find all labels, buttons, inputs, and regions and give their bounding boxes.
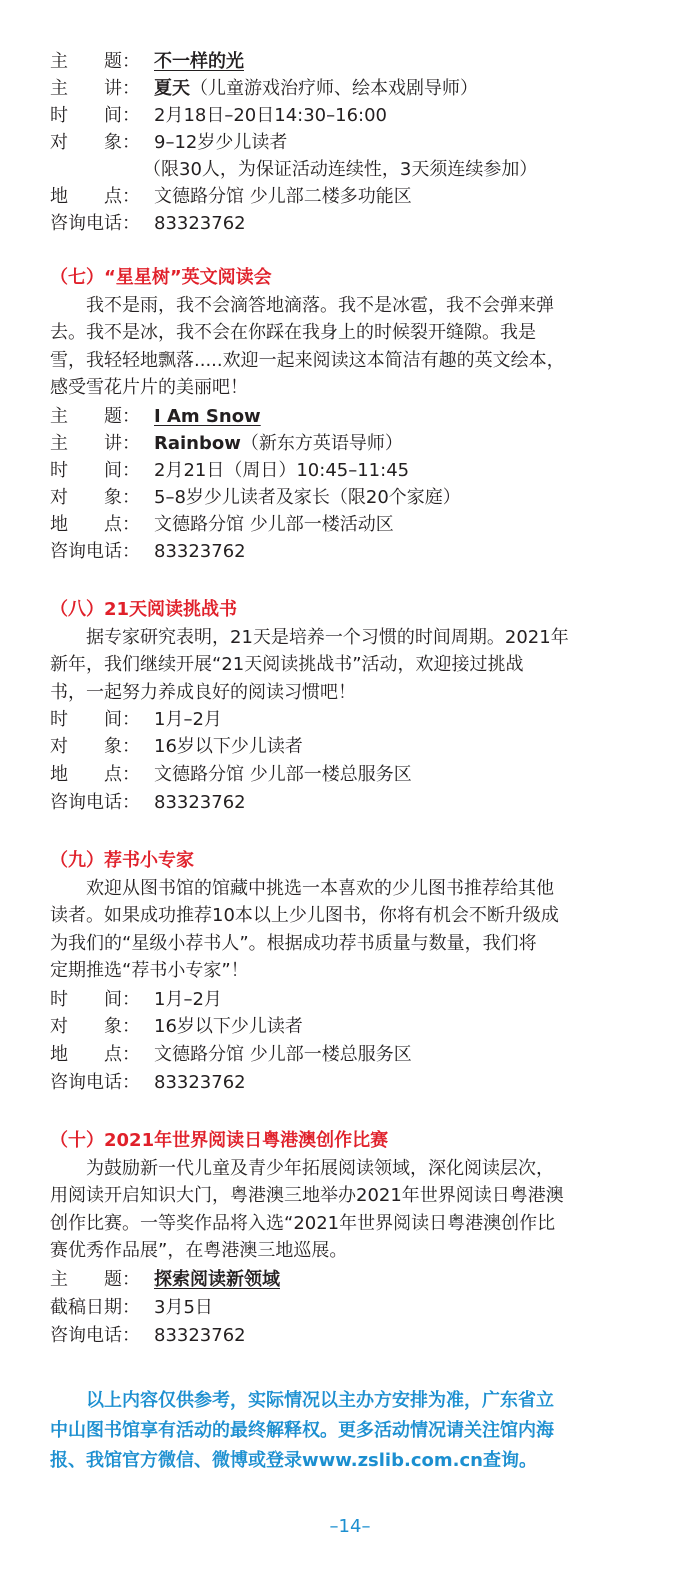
b9-time-row: 时 间： 1月–2月 [50,989,222,1010]
b10-deadline-row: 截稿日期： 3月5日 [50,1297,213,1318]
b9-paragraph: 欢迎从图书馆的馆藏中挑选一本喜欢的少儿图书推荐给其他 读者。如果成功推荐10本以上少儿图书，你将有机会不断升级成 为我们的“星级小荐书人”。根据成功荐书质量与数量，我们将 定期推选“荐书小专家”！ [50,878,559,981]
b1-time-row: 时 间： 2月18日–20日14:30–16:00 [50,105,388,126]
b8-target-row: 对 象： 16岁以下少儿读者 [50,736,303,757]
b9-phone-row: 咨询电话： 83323762 [50,1072,246,1093]
b7-time-row: 时 间： 2月21日（周日）10:45–11:45 [50,460,410,481]
b8-paragraph: 据专家研究表明，21天是培养一个习惯的时间周期。2021年 新年，我们继续开展“21天阅读挑战书”活动，欢迎接过挑战 书，一起努力养成良好的阅读习惯吧！ [50,627,569,703]
disclaimer-note: 以上内容仅供参考，实际情况以主办方安排为准，广东省立 中山图书馆享有活动的最终解释权。更多活动情况请关注馆内海 报、我馆官方微信、微博或登录www.zslib.com.cn查询。 [50,1390,554,1471]
b1-speaker-row: 主 讲： 夏天（儿童游戏治疗师、绘本戏剧导师） [50,78,478,99]
b7-theme-row: 主 题： I Am Snow [50,406,261,427]
b9-place-row: 地 点： 文德路分馆 少儿部一楼总服务区 [50,1044,412,1065]
b7-heading: （七）“星星树”英文阅读会 [50,267,272,288]
b1-theme-value: 不一样的光 [154,51,244,72]
b7-phone-row: 咨询电话： 83323762 [50,541,246,562]
b10-paragraph: 为鼓励新一代儿童及青少年拓展阅读领域，深化阅读层次， 用阅读开启知识大门，粤港澳三地举办2021年世界阅读日粤港澳 创作比赛。一等奖作品将入选“2021年世界阅读日粤港澳创作比 赛优秀作品展”，在粤港澳三地巡展。 [50,1158,564,1261]
b10-theme-row: 主 题： 探索阅读新领域 [50,1269,280,1290]
b1-place-row: 地 点： 文德路分馆 少儿部二楼多功能区 [50,186,412,207]
b7-place-row: 地 点： 文德路分馆 少儿部一楼活动区 [50,514,394,535]
b8-time-row: 时 间： 1月–2月 [50,709,222,730]
page-number: –14– [329,1516,371,1537]
b7-target-row: 对 象： 5–8岁少儿读者及家长（限20个家庭） [50,487,461,508]
b7-speaker-row: 主 讲： Rainbow（新东方英语导师） [50,433,403,454]
b1-target-note: （限30人，为保证活动连续性，3天须连续参加） [143,159,538,180]
b8-heading: （八）21天阅读挑战书 [50,599,238,620]
b10-heading: （十）2021年世界阅读日粤港澳创作比赛 [50,1130,389,1151]
b7-paragraph: 我不是雨，我不会滴答地滴落。我不是冰雹，我不会弹来弹 去。我不是冰，我不会在你踩在我身上的时候裂开缝隙。我是 雪，我轻轻地飘落.....欢迎一起来阅读这本简洁有趣的英文绘本， 感受雪花片片的美丽吧！ [50,295,565,398]
b10-phone-row: 咨询电话： 83323762 [50,1325,246,1346]
b1-phone-row: 咨询电话： 83323762 [50,213,246,234]
b1-theme-row: 主 题： 不一样的光 [50,51,244,72]
b8-phone-row: 咨询电话： 83323762 [50,792,246,813]
b8-place-row: 地 点： 文德路分馆 少儿部一楼总服务区 [50,764,412,785]
b9-target-row: 对 象： 16岁以下少儿读者 [50,1016,303,1037]
b9-heading: （九）荐书小专家 [50,850,194,871]
b1-target-row: 对 象： 9–12岁少儿读者 [50,132,288,153]
